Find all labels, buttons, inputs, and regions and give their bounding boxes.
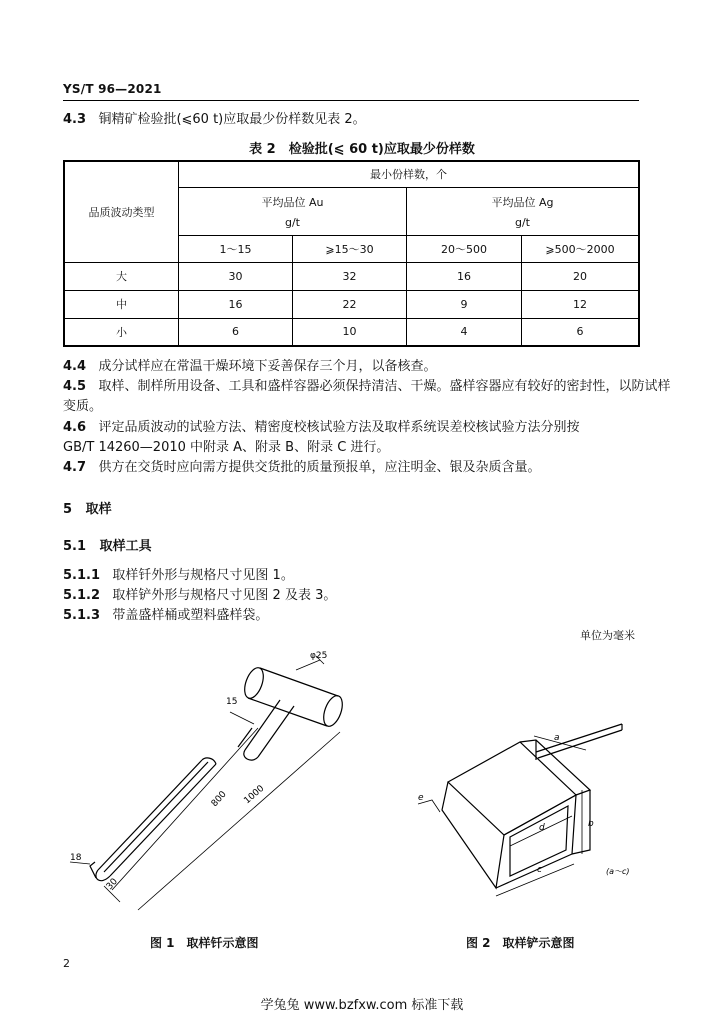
clause-5-1-3 — [63, 606, 268, 626]
value-cell: 10 — [293, 318, 407, 346]
footer-watermark: 学兔兔 www.bzfxw.com 标准下载 — [260, 998, 464, 1013]
section-5-1-heading — [63, 537, 152, 557]
ag-unit: g/t — [514, 215, 530, 229]
value-cell: 4 — [407, 318, 522, 346]
handle-edge-bottom — [248, 698, 327, 726]
ag-header-label: 平均品位 Ag — [491, 195, 554, 209]
figure-2-drawing — [400, 700, 650, 910]
dim-c-label: c — [537, 865, 542, 875]
value-cell: 6 — [522, 318, 640, 346]
clause-4-6-cont: GB/T 14260—2010 中附录 A、附录 B、附录 C 进行。 — [63, 440, 390, 455]
dim-800-line — [112, 728, 258, 890]
type-cell: 小 — [64, 318, 179, 346]
clause-number: 5.1.1 — [63, 568, 101, 583]
ag-header — [407, 187, 640, 235]
shaft-upper-end — [244, 750, 258, 760]
handle-edge-top — [260, 668, 338, 696]
clause-4-7 — [63, 458, 540, 478]
clause-number: 4.7 — [63, 460, 87, 475]
value-cell: 20 — [522, 262, 640, 290]
dim-diameter-label: φ25 — [310, 651, 328, 661]
clause-5-1-1 — [63, 566, 294, 586]
min-count-header: 最小份样数，个 — [179, 161, 640, 187]
shovel-left-wall — [442, 782, 504, 888]
dim-1000-line — [138, 732, 340, 910]
dim-18-label: 18 — [70, 853, 82, 863]
dim-15-leader — [230, 712, 254, 724]
au-unit: g/t — [284, 215, 300, 229]
dim-c-line — [496, 864, 574, 896]
clause-text: 取样铲外形与规格尺寸见图 2 及表 3。 — [112, 588, 337, 603]
table-row — [64, 318, 639, 346]
clause-number: 5.1.3 — [63, 608, 101, 623]
dim-a-label: a — [554, 733, 560, 743]
figure-2-caption: 图 2 取样铲示意图 — [466, 936, 575, 950]
clause-text: 评定品质波动的试验方法、精密度校核试验方法及取样系统误差校核试验方法分别按 — [98, 420, 580, 435]
clause-5-1-2 — [63, 586, 336, 606]
dim-15-label: 15 — [226, 697, 238, 707]
handle-end-left — [241, 665, 267, 701]
value-cell: 30 — [179, 262, 293, 290]
figure-1-drawing — [40, 640, 380, 920]
clause-number: 4.5 — [63, 379, 87, 394]
clause-4-6 — [63, 418, 579, 438]
table-row — [64, 290, 639, 318]
probe-body — [98, 760, 202, 870]
clause-number: 5.1.2 — [63, 588, 101, 603]
clause-text: 带盖盛样桶或塑料盛样袋。 — [112, 608, 269, 623]
table-caption: 表 2 检验批(⩽ 60 t)应取最少份样数 — [249, 142, 475, 157]
value-cell: 16 — [179, 290, 293, 318]
section-number: 5 — [63, 502, 73, 517]
row-header: 品质波动类型 — [64, 161, 179, 262]
clause-number: 4.6 — [63, 420, 87, 435]
dim-b-label: b — [588, 819, 594, 829]
figure2-note: (a～c) — [606, 867, 630, 876]
probe-body — [110, 764, 216, 876]
range-cell: 1～15 — [179, 235, 293, 262]
value-cell: 12 — [522, 290, 640, 318]
standard-code: YS/T 96—2021 — [63, 82, 162, 96]
clause-text: 铜精矿检验批(⩽60 t)应取最少份样数见表 2。 — [98, 112, 366, 127]
clause-4-5-cont: 变质。 — [63, 399, 103, 414]
handle-end-right — [320, 693, 346, 729]
dim-800-label: 800 — [209, 789, 229, 810]
min-increment-table — [63, 160, 640, 347]
probe-groove — [104, 762, 208, 872]
page-number: 2 — [63, 957, 70, 970]
clause-text: 供方在交货时应向需方提供交货批的质量预报单，应注明金、银及杂质含量。 — [98, 460, 541, 475]
section-title: 取样工具 — [99, 539, 152, 554]
section-title: 取样 — [85, 502, 112, 517]
shovel-front — [496, 795, 576, 888]
probe-top-end — [202, 758, 216, 764]
range-cell: ⩾500～2000 — [522, 235, 640, 262]
unit-note: 单位为毫米 — [580, 629, 635, 642]
value-cell: 6 — [179, 318, 293, 346]
shaft-upper — [245, 700, 280, 750]
type-cell: 中 — [64, 290, 179, 318]
value-cell: 32 — [293, 262, 407, 290]
clause-text: 取样钎外形与规格尺寸见图 1。 — [112, 568, 294, 583]
type-cell: 大 — [64, 262, 179, 290]
au-header-label: 平均品位 Au — [261, 195, 324, 209]
au-header — [179, 187, 407, 235]
probe-tip-lip — [90, 862, 96, 878]
value-cell: 16 — [407, 262, 522, 290]
clause-text: 取样、制样所用设备、工具和盛样容器必须保持清洁、干燥。盛样容器应有较好的密封性，以防试样 — [98, 379, 671, 394]
shovel-top-edge — [448, 742, 576, 835]
header-rule — [63, 100, 639, 101]
clause-4-5 — [63, 377, 670, 397]
table-row — [64, 262, 639, 290]
value-cell: 22 — [293, 290, 407, 318]
dim-30-label: 30 — [104, 876, 120, 893]
range-cell: ⩾15～30 — [293, 235, 407, 262]
dim-e-label: e — [418, 793, 424, 803]
probe-tip — [96, 870, 110, 881]
section-5-heading — [63, 500, 112, 520]
range-cell: 20～500 — [407, 235, 522, 262]
dim-1000-label: 1000 — [242, 783, 267, 807]
value-cell: 9 — [407, 290, 522, 318]
dim-d-label: d — [539, 823, 545, 833]
section-number: 5.1 — [63, 539, 87, 554]
figure-1-caption: 图 1 取样钎示意图 — [150, 936, 259, 950]
clause-4-3 — [63, 110, 366, 130]
clause-number: 4.3 — [63, 112, 87, 127]
clause-number: 4.4 — [63, 359, 87, 374]
shaft-upper — [258, 706, 294, 757]
clause-text: 成分试样应在常温干燥环境下妥善保存三个月，以备核查。 — [98, 359, 437, 374]
clause-4-4 — [63, 357, 436, 377]
